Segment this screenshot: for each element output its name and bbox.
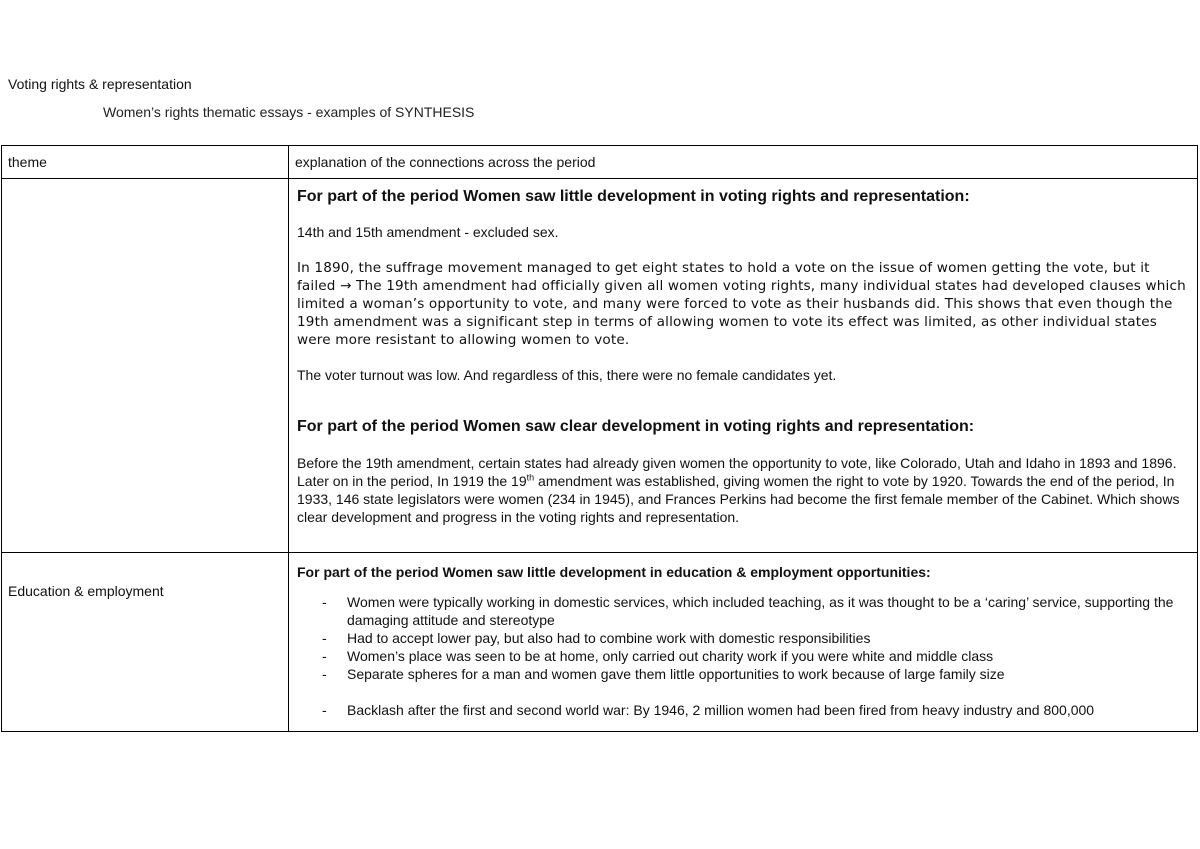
voting-suffrage-text: In 1890, the suffrage movement managed to get eight states to hold a vote on the issue of women getting the vote, but it failed → The 19th amendment had officially given all women voting rights, many individual states had developed clauses which limited a woman’s opportunity to vote, and many were forced to vote as their husbands did. This shows that even though the 19th amendment was a significant step in terms of allowing women to vote its effect was limited, as other individual states were more resistant to allowing women to vote. [297, 260, 1186, 348]
voting-heading-clear: For part of the period Women saw clear development in voting rights and representation: [297, 418, 975, 435]
voting-content [289, 187, 1197, 526]
list-item: - Backlash after the first and second world war: By 1946, 2 million women had been fired from heavy industry and 800,000 [297, 701, 1189, 719]
header-theme: theme [8, 154, 47, 170]
header-theme-cell [2, 146, 289, 179]
table-row-education [2, 553, 1198, 732]
table-header-row [2, 146, 1198, 179]
education-heading-little: For part of the period Women saw little development in education & employment opportunities: [297, 564, 931, 580]
header-explanation: explanation of the connections across the period [295, 154, 596, 170]
education-content [289, 563, 1197, 719]
theme-voting: Voting rights & representation [8, 76, 192, 92]
list-item: - Separate spheres for a man and women gave them little opportunities to work because of large family size [297, 665, 1189, 683]
voting-heading-little: For part of the period Women saw little development in voting rights and representation: [297, 188, 970, 205]
theme-education: Education & employment [8, 583, 164, 599]
voting-clear-text-sup: th [526, 472, 535, 483]
list-item: - Had to accept lower pay, but also had to combine work with domestic responsibilities [297, 629, 1189, 647]
list-item: - Women’s place was seen to be at home, only carried out charity work if you were white and middle class [297, 647, 1189, 665]
theme-cell-education [2, 553, 289, 732]
table-row-voting [2, 179, 1198, 553]
education-bullet-list [297, 593, 1189, 719]
document-title: Women’s rights thematic essays - examples of SYNTHESIS [103, 104, 475, 120]
voting-clear-text-part2: amendment was established, giving women the right to vote by 1920. Towards the end of the period, In 1933, 146 state legislators were women (234 in 1945), and Frances Perkins had become the first female member of the Cabinet. Which shows clear development and progress in the voting rights and representation. [297, 473, 1180, 525]
voting-clear-text-part1: Before the 19th amendment, certain states had already given women the opportunity to vote, like Colorado, Utah and Idaho in 1893 and 1896. Later on in the period, In 1919 the 19 [297, 455, 1177, 489]
explanation-cell-education [289, 553, 1198, 732]
voting-clear-text [297, 454, 1189, 526]
list-item: - Women were typically working in domestic services, which included teaching, as it was thought to be a ‘caring’ service, supporting the damaging attitude and stereotype [297, 593, 1189, 629]
explanation-cell-voting [289, 179, 1198, 553]
voting-amendments-text: 14th and 15th amendment - excluded sex. [297, 224, 559, 240]
voting-turnout-text: The voter turnout was low. And regardless of this, there were no female candidates yet. [297, 367, 837, 383]
header-explanation-cell [289, 146, 1198, 179]
